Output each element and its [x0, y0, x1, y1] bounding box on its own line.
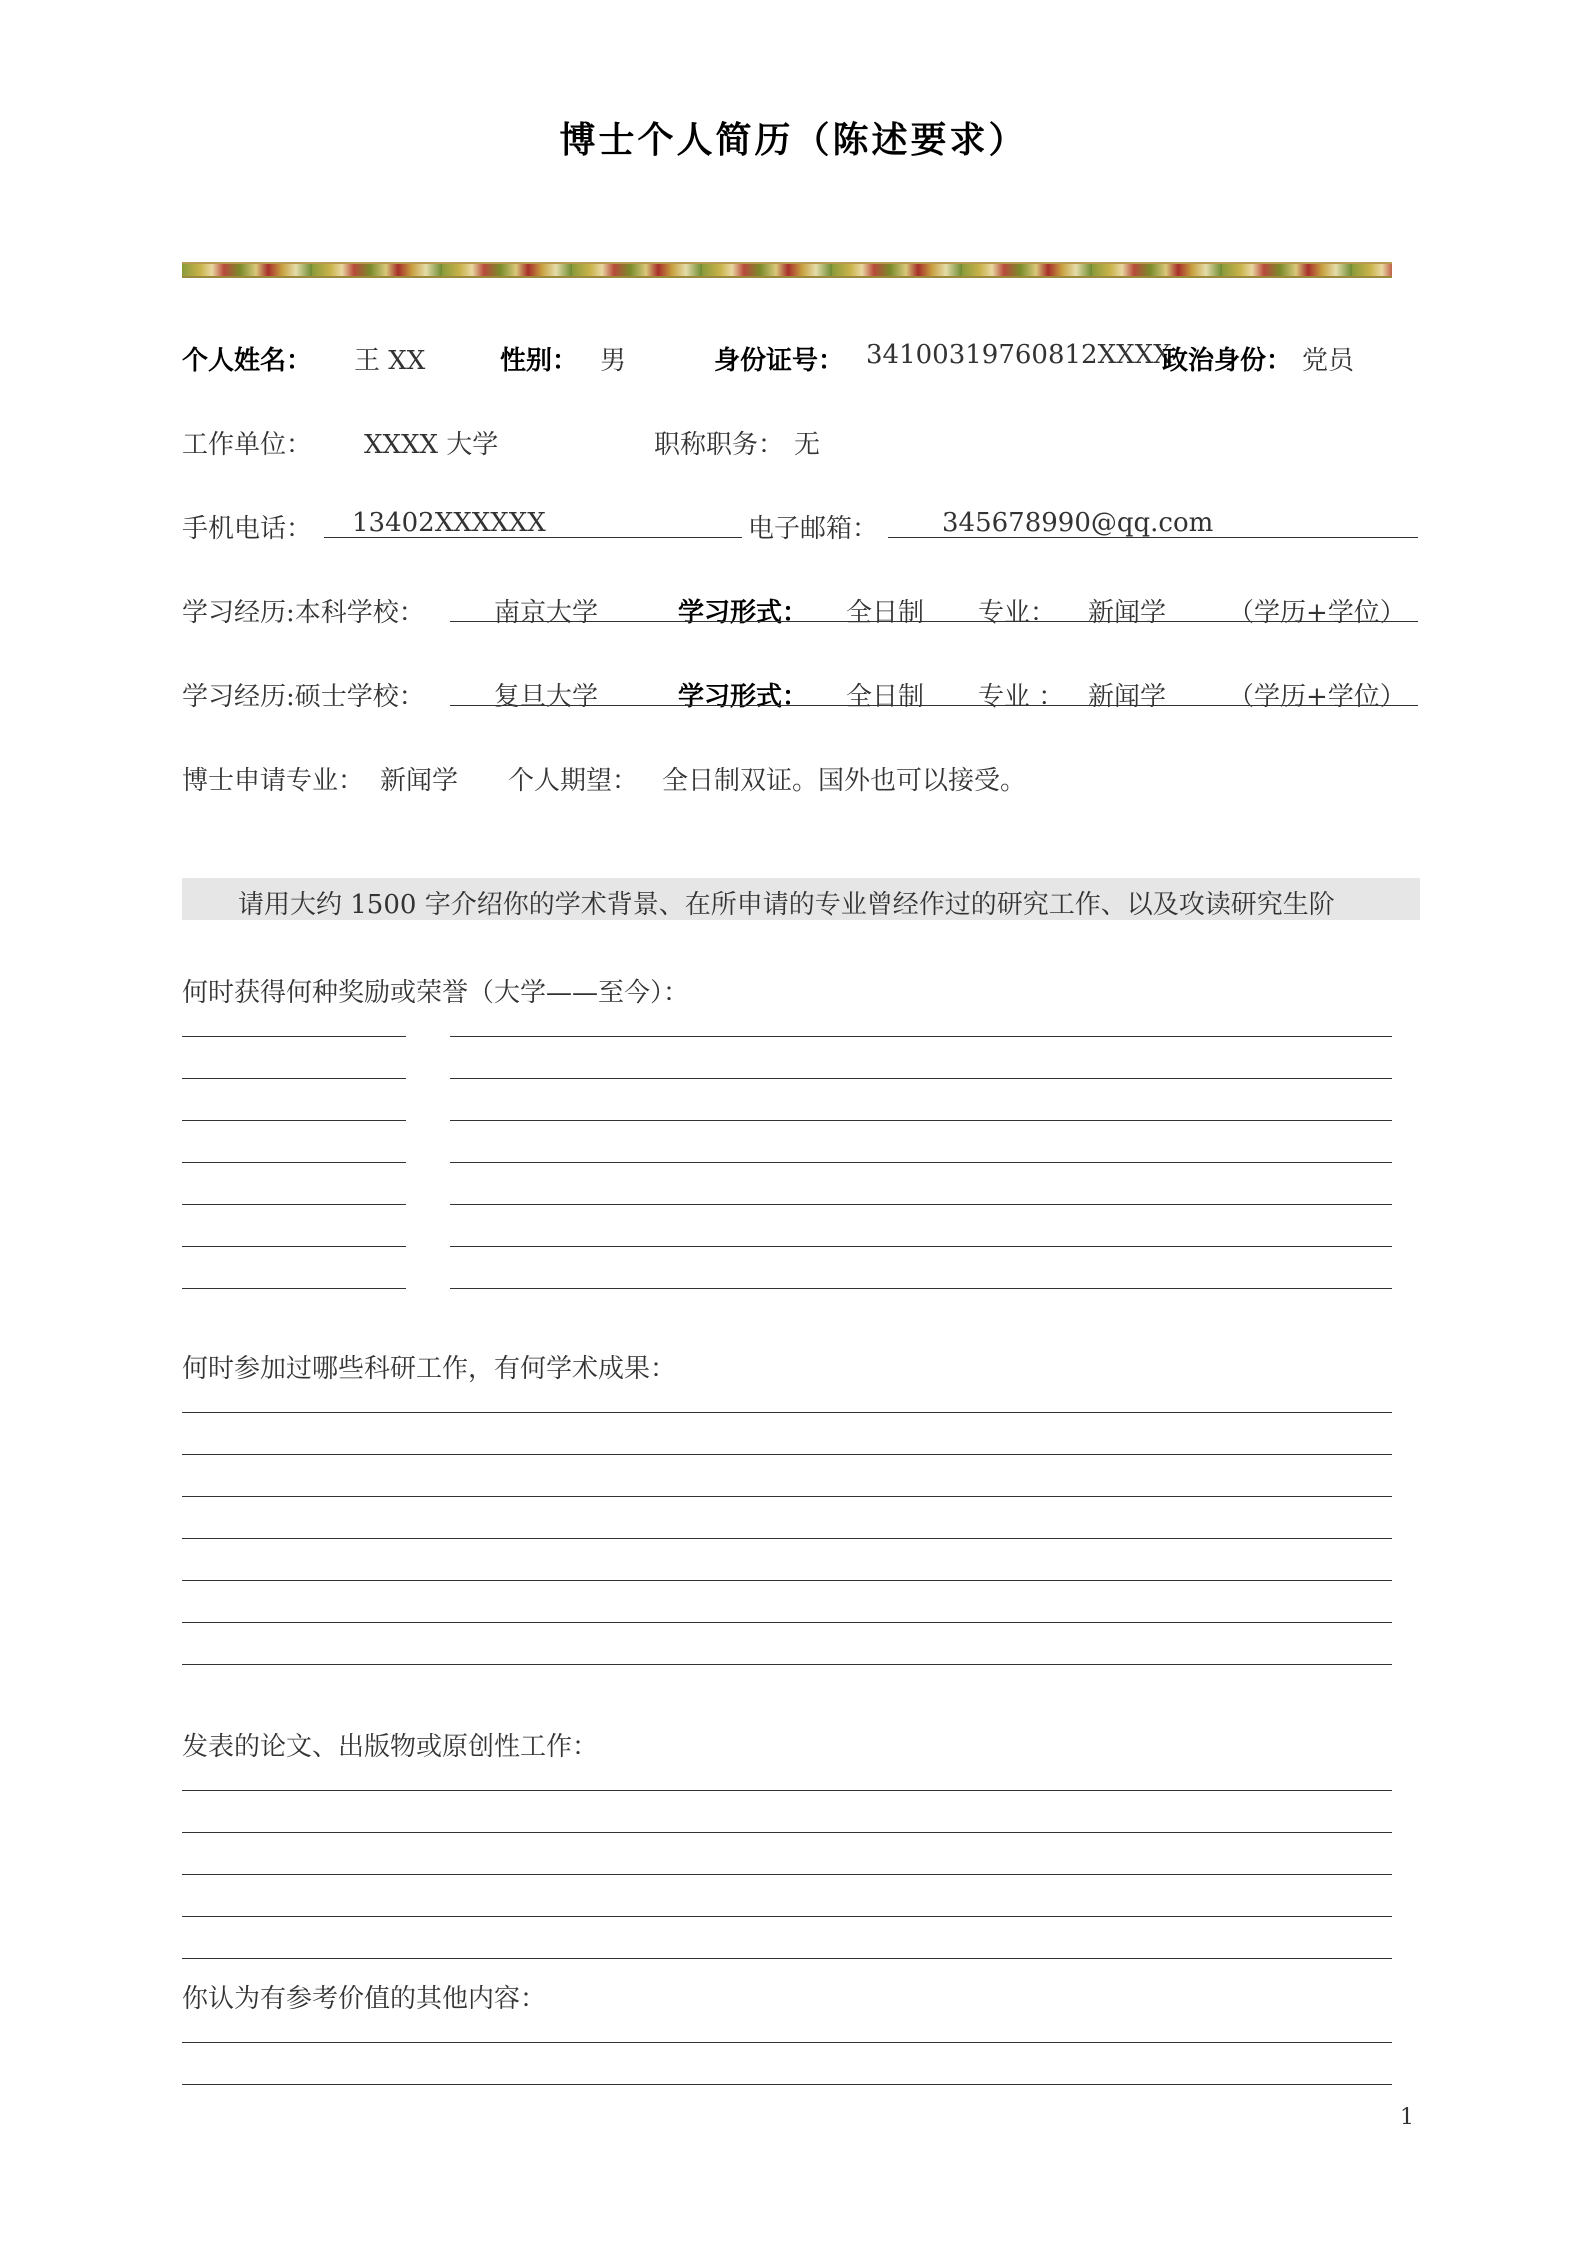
award-detail-line[interactable]: [450, 1036, 1392, 1037]
apply-major-value[interactable]: 新闻学: [380, 766, 459, 796]
other-line[interactable]: [182, 2042, 1392, 2043]
award-date-line[interactable]: [182, 1246, 406, 1247]
award-date-line[interactable]: [182, 1078, 406, 1079]
research-line[interactable]: [182, 1580, 1392, 1581]
page-number: 1: [1400, 2105, 1414, 2130]
master-school[interactable]: 复旦大学: [494, 682, 599, 712]
master-major-label: 专业 ：: [978, 682, 1065, 712]
id-value[interactable]: 34100319760812XXXX: [866, 340, 1172, 370]
award-detail-line[interactable]: [450, 1288, 1392, 1289]
political-label: 政治身份：: [1162, 346, 1293, 376]
undergrad-form-label: 学习形式：: [678, 598, 809, 628]
email-underline: [888, 537, 1418, 538]
award-date-line[interactable]: [182, 1120, 406, 1121]
apply-major-label: 博士申请专业：: [182, 766, 365, 796]
name-label: 个人姓名：: [182, 346, 313, 376]
master-label: 学习经历:硕士学校：: [182, 682, 425, 712]
political-value[interactable]: 党员: [1302, 346, 1355, 376]
job-title-value[interactable]: 无: [794, 430, 821, 460]
undergrad-form-value[interactable]: 全日制: [846, 598, 925, 628]
undergrad-school[interactable]: 南京大学: [494, 598, 599, 628]
undergrad-label: 学习经历:本科学校：: [182, 598, 425, 628]
undergrad-major-label: 专业：: [978, 598, 1057, 628]
award-date-line[interactable]: [182, 1204, 406, 1205]
research-line[interactable]: [182, 1412, 1392, 1413]
gender-label: 性别：: [500, 346, 579, 376]
decorative-banner: [182, 262, 1392, 278]
research-line[interactable]: [182, 1664, 1392, 1665]
phone-underline: [324, 537, 742, 538]
publication-line[interactable]: [182, 1874, 1392, 1875]
master-major-value[interactable]: 新闻学: [1088, 682, 1167, 712]
research-line[interactable]: [182, 1454, 1392, 1455]
instruction-text: 请用大约 1500 字介绍你的学术背景、在所申请的专业曾经作过的研究工作、以及攻读研究生阶: [238, 890, 1335, 920]
expect-value[interactable]: 全日制双证。国外也可以接受。: [662, 766, 1027, 796]
unit-value[interactable]: XXXX 大学: [364, 430, 499, 460]
research-line[interactable]: [182, 1496, 1392, 1497]
publication-line[interactable]: [182, 1790, 1392, 1791]
undergrad-underline: [450, 621, 1418, 622]
award-date-line[interactable]: [182, 1288, 406, 1289]
master-form-value[interactable]: 全日制: [846, 682, 925, 712]
other-heading: 你认为有参考价值的其他内容：: [182, 1984, 547, 2014]
other-line[interactable]: [182, 2084, 1392, 2085]
publication-line[interactable]: [182, 1958, 1392, 1959]
job-title-label: 职称职务：: [654, 430, 785, 460]
award-detail-line[interactable]: [450, 1246, 1392, 1247]
research-line[interactable]: [182, 1538, 1392, 1539]
research-heading: 何时参加过哪些科研工作，有何学术成果：: [182, 1354, 677, 1384]
unit-label: 工作单位：: [182, 430, 313, 460]
phone-label: 手机电话：: [182, 514, 313, 544]
research-line[interactable]: [182, 1622, 1392, 1623]
master-underline: [450, 705, 1418, 706]
publication-line[interactable]: [182, 1916, 1392, 1917]
publications-heading: 发表的论文、出版物或原创性工作：: [182, 1732, 599, 1762]
email-label: 电子邮箱：: [748, 514, 879, 544]
undergrad-major-value[interactable]: 新闻学: [1088, 598, 1167, 628]
award-detail-line[interactable]: [450, 1204, 1392, 1205]
phone-value[interactable]: 13402XXXXXX: [352, 508, 546, 538]
undergrad-note: （学历+学位）: [1228, 598, 1406, 628]
name-value[interactable]: 王 XX: [354, 346, 426, 376]
awards-heading: 何时获得何种奖励或荣誉（大学——至今）：: [182, 978, 690, 1008]
gender-value[interactable]: 男: [600, 346, 627, 376]
award-detail-line[interactable]: [450, 1162, 1392, 1163]
expect-label: 个人期望：: [508, 766, 639, 796]
award-date-line[interactable]: [182, 1162, 406, 1163]
publication-line[interactable]: [182, 1832, 1392, 1833]
master-form-label: 学习形式：: [678, 682, 809, 712]
id-label: 身份证号：: [714, 346, 845, 376]
award-detail-line[interactable]: [450, 1120, 1392, 1121]
page-title: 博士个人简历（陈述要求）: [559, 119, 1028, 161]
master-note: （学历+学位）: [1228, 682, 1406, 712]
award-date-line[interactable]: [182, 1036, 406, 1037]
award-detail-line[interactable]: [450, 1078, 1392, 1079]
email-value[interactable]: 345678990@qq.com: [942, 508, 1214, 538]
